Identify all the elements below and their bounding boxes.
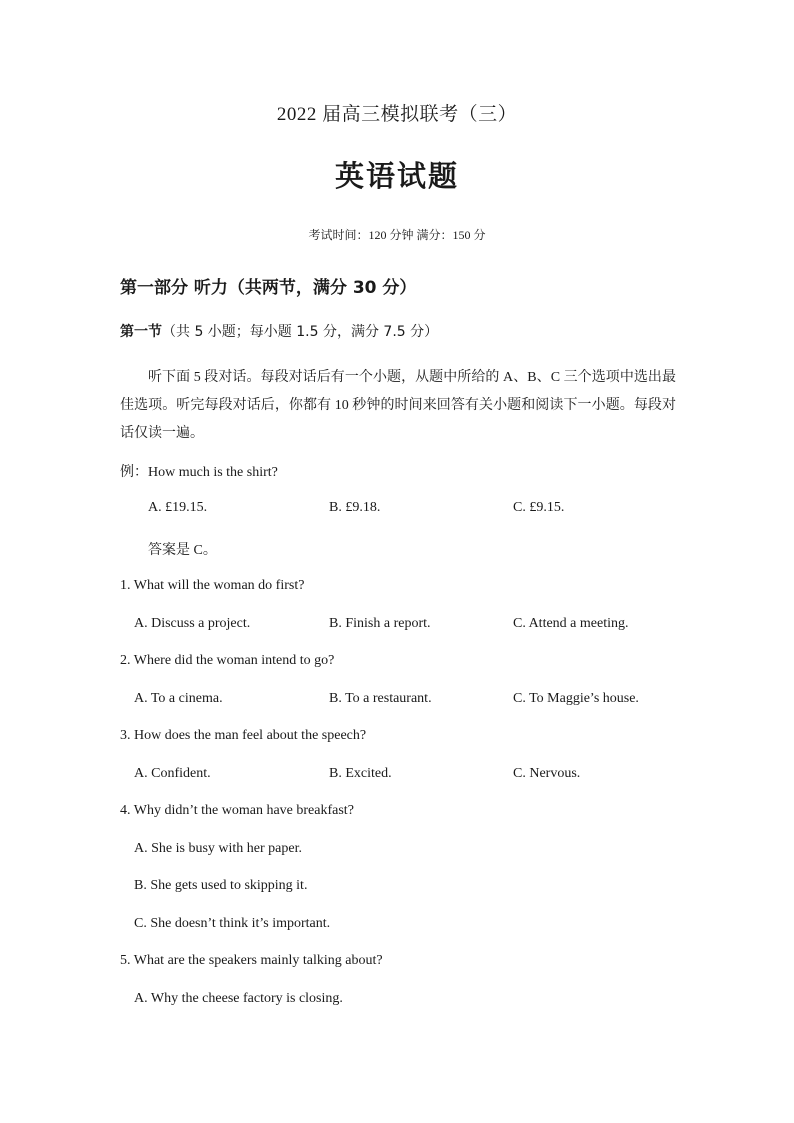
directions-paragraph: 听下面 5 段对话。每段对话后有一个小题，从题中所给的 A、B、C 三个选项中选出最佳选项。听完每段对话后，你都有 10 秒钟的时间来回答有关小题和阅读下一小题。每段对话仅读一遍。: [120, 370, 676, 441]
question-4-option-c: C. She doesn’t think it’s important.: [134, 916, 331, 931]
section-detail: （共 5 小题；每小题 1.5 分，满分 7.5 分）: [162, 324, 439, 340]
section-label: 第一节: [120, 324, 162, 340]
example-answer: 答案是 C。: [148, 543, 217, 558]
question-2-option-c: C. To Maggie’s house.: [513, 691, 639, 706]
example-option-c: C. £9.15.: [513, 500, 565, 515]
example-option-b: B. £9.18.: [329, 500, 381, 515]
exam-info: 考试时间：120 分钟 满分：150 分: [308, 228, 486, 242]
example-question: 例：How much is the shirt?: [120, 465, 278, 480]
question-3: 3. How does the man feel about the speech?: [120, 728, 367, 743]
question-1-option-c: C. Attend a meeting.: [513, 616, 629, 631]
question-3-option-b: B. Excited.: [329, 766, 392, 781]
question-2-option-b: B. To a restaurant.: [329, 691, 432, 706]
exam-title: 2022 届高三模拟联考（三）: [276, 104, 518, 125]
question-5: 5. What are the speakers mainly talking about?: [120, 953, 383, 968]
question-3-option-a: A. Confident.: [134, 766, 211, 781]
question-4-option-a: A. She is busy with her paper.: [134, 841, 302, 856]
example-option-a: A. £19.15.: [148, 500, 208, 515]
question-2: 2. Where did the woman intend to go?: [120, 653, 335, 668]
subject-title: 英语试题: [334, 159, 459, 193]
question-4-option-b: B. She gets used to skipping it.: [134, 878, 308, 893]
question-1-option-a: A. Discuss a project.: [134, 616, 251, 631]
question-1-option-b: B. Finish a report.: [329, 616, 431, 631]
question-1: 1. What will the woman do first?: [120, 578, 305, 593]
question-3-option-c: C. Nervous.: [513, 766, 581, 781]
question-5-option-a: A. Why the cheese factory is closing.: [134, 991, 343, 1006]
part-title: 第一部分 听力（共两节，满分 30 分）: [120, 278, 417, 298]
question-2-option-a: A. To a cinema.: [134, 691, 223, 706]
section-title: [120, 321, 438, 341]
question-4: 4. Why didn’t the woman have breakfast?: [120, 803, 354, 818]
